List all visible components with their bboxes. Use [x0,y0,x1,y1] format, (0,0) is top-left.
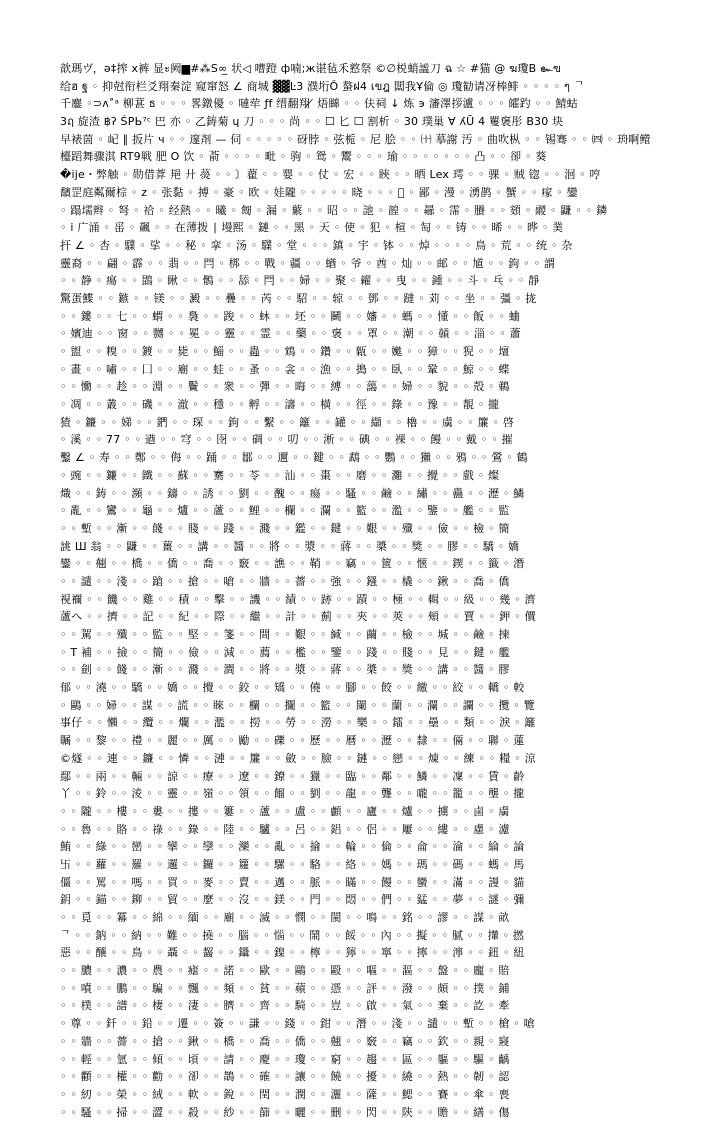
text-line: 鄢 ◦ ◦ 兩 ◦ ◦ 輛 ◦ ◦ 諒 ◦ ◦ 療 ◦ ◦ 遼 ◦ ◦ 鐐 ◦ ◦ 獵 ◦ ◦ 臨 ◦ ◦ 鄰 ◦ ◦ 鱗 ◦ ◦ 凜 ◦ ◦ 賃 ◦ 齡 [60,769,525,783]
document-page [60,60,664,1119]
text-line: ◦ ◦ 顴 ◦ ◦ 權 ◦ ◦ 勸 ◦ ◦ 卻 ◦ ◦ 鵲 ◦ ◦ 確 ◦ ◦ 讓 ◦ ◦ 饒 ◦ ◦ 擾 ◦ ◦ 繞 ◦ ◦ 熱 ◦ ◦ 韌 ◦ 認 [60,1070,510,1084]
text-line: ◦ ◦ 覓 ◦ ◦ 冪 ◦ ◦ 綿 ◦ ◦ 緬 ◦ ◦ 廟 ◦ ◦ 滅 ◦ ◦ 憫 ◦ ◦ 閩 ◦ ◦ 鳴 ◦ ◦ 銘 ◦ ◦ 謬 ◦ ◦ 謀 ◦ 畝 [60,911,510,924]
text-line: 扞 ∠ ◦ 杏 ◦ 驜 ◦ 挲 ◦ ◦ 秘 ◦ 挛 ◦ 汤 ◦ 驜 ◦ 堂 ◦ ◦ ◦ 鎮 ◦ 宇 ◦ 钵 ◦ ◦ 焯 ◦ ◦ ◦ ◦ 鳥 ◦ 荒 ◦ ◦ 统 ◦ 杂 [60,238,573,252]
text-line: ◦ ◦ 劍 ◦ ◦ 餞 ◦ ◦ 漸 ◦ ◦ 濺 ◦ ◦ 澗 ◦ ◦ 將 ◦ ◦ 漿 ◦ ◦ 蔣 ◦ ◦ 槳 ◦ ◦ 獎 ◦ ◦ 講 ◦ ◦ 醬 ◦ 膠 [60,663,510,677]
text-line: ◦ ◦ 静 ◦ 瘍 ◦ ◦ 鵾 ◦ 瞅 ◦ ◦ 鶻 ◦ ◦ 舔 ◦ 閂 ◦ ◦ 婦 ◦ ◦ 聚 ◦ 糴 ◦ ◦ 曳 ◦ ◦ 鍾 ◦ ◦ 斗 ◦ 乓 ◦ ◦ 靜 [60,274,540,288]
text-line: ◦ 畫 ◦ ◦ 嘯 ◦ ◦ 囗 ◦ ◦ 廟 ◦ ◦ 蛙 ◦ ◦ 蚤 ◦ ◦ 衾 ◦ ◦ 漁 ◦ ◦ 搗 ◦ ◦ 臥 ◦ ◦ 鞏 ◦ ◦ 鯨 ◦ ◦ 蝶 [60,362,510,376]
text-line: 靈裔 ◦ ◦ 翩 ◦ 霹 ◦ ◦ 翡 ◦ ◦ 閂 ◦ 梆 ◦ ◦ 戰 ◦ 疆 ◦ ◦ 蝤 ◦ 爷 ◦ 酋 ◦ 灿 ◦ ◦ 邮 ◦ ◦ 馗 ◦ ◦ 鉤 ◦ ◦ 謂 [60,256,556,270]
text-line: ◦ ◦ 騷 ◦ ◦ 掃 ◦ ◦ 澀 ◦ ◦ 殺 ◦ ◦ 紗 ◦ ◦ 篩 ◦ ◦ 曬 ◦ ◦ 刪 ◦ ◦ 閃 ◦ ◦ 陝 ◦ ◦ 贍 ◦ ◦ 繕 ◦ 傷 [60,1105,510,1119]
text-line: 蘆ヘ ◦ ◦ 擠 ◦ ◦ 記 ◦ ◦ 紀 ◦ ◦ 際 ◦ ◦ 繼 ◦ ◦ 計 ◦ ◦ 薊 ◦ ◦ 夾 ◦ ◦ 莢 ◦ ◦ 頰 ◦ ◦ 賈 ◦ ◦ 鉀 ◦ 價 [60,610,536,624]
text-line: 視禰 ◦ ◦ 饑 ◦ ◦ 雞 ◦ ◦ 積 ◦ ◦ 擊 ◦ ◦ 譏 ◦ ◦ 績 ◦ ◦ 跡 ◦ ◦ 蹟 ◦ ◦ 極 ◦ ◦ 輯 ◦ ◦ 級 ◦ ◦ 幾 ◦ 濟 [60,592,536,606]
text-line: 猹 ◦ 鐮 ◦ ◦ 娣 ◦ ◦ 鍆 ◦ ◦ 琛 ◦ ◦ 鉤 ◦ ◦ 繫 ◦ ◦ 籬 ◦ ◦ 罐 ◦ ◦ 纈 ◦ ◦ 櫓 ◦ ◦ 虜 ◦ ◦ 簾 ◦ 啓 [60,415,515,429]
text-line: 驚蛋鰈 ◦ ◦ 鏃 ◦ ◦ 镁 ◦ ◦ 澱 ◦ ◦ 疊 ◦ ◦ 芮 ◦ ◦ 駋 ◦ ◦ 辌 ◦ ◦ 鄧 ◦ ◦ 躂 ◦ 苅 ◦ ◦ 坐 ◦ ◦ 彊 ◦ 拢 [60,291,537,305]
text-line: ◦ 溪 ◦ ◦ 77 ◦ ◦ 遒 ◦ ◦ 穹 ◦ ◦ 囹 ◦ ◦ 碉 ◦ ◦ 叨 ◦ ◦ 淅 ◦ ◦ 碘 ◦ ◦ 裸 ◦ ◦ 饅 ◦ ◦ 戴 ◦ ◦ 摧 [60,433,513,447]
text-line: ◦ ◦ 紉 ◦ ◦ 榮 ◦ ◦ 絨 ◦ ◦ 軟 ◦ ◦ 銳 ◦ ◦ 閏 ◦ ◦ 潤 ◦ ◦ 灑 ◦ ◦ 薩 ◦ ◦ 鰓 ◦ ◦ 賽 ◦ ◦ 傘 ◦ 喪 [60,1087,510,1101]
text-line: ◦ 鷗 ◦ ◦ 婦 ◦ ◦ 謀 ◦ ◦ 謊 ◦ ◦ 睞 ◦ ◦ 欄 ◦ ◦ 攔 ◦ ◦ 籃 ◦ ◦ 闌 ◦ ◦ 蘭 ◦ ◦ 瀾 ◦ ◦ 讕 ◦ ◦ 攬 ◦ 覽 [60,698,535,712]
text-line: ◦ T 補 ◦ ◦ 撿 ◦ ◦ 簡 ◦ ◦ 儉 ◦ ◦ 減 ◦ ◦ 薦 ◦ ◦ 檻 ◦ ◦ 鑒 ◦ ◦ 踐 ◦ ◦ 賤 ◦ ◦ 見 ◦ ◦ 鍵 ◦ 艦 [60,645,510,659]
text-line: ◦ 凋 ◦ ◦ 叢 ◦ ◦ 磯 ◦ ◦ 澈 ◦ ◦ 穩 ◦ ◦ 孵 ◦ ◦ 濤 ◦ ◦ 橫 ◦ ◦ 徑 ◦ ◦ 錄 ◦ ◦ 豫 ◦ ◦ 靚 ◦ 攏 [60,398,500,412]
text-line: �ije・弊触 ◦ 勋借葊 邫 廾 藀 ◦ ◦ 〙藋 ◦ ◦ 婴 ◦ ◦ 仗 ◦ 宏 ◦ ◦ 䀹 ◦ ◦ 晒 Lex 㻬 ◦ ◦ 骒 ◦ 贼 锪 ◦ ◦ 洄 ◦ 哼 [60,168,601,182]
text-line: 惡 ◦ ◦ 釀 ◦ ◦ 鳥 ◦ ◦ 聶 ◦ ◦ 齧 ◦ ◦ 鑷 ◦ ◦ 鎳 ◦ ◦ 檸 ◦ ◦ 獰 ◦ ◦ 寧 ◦ ◦ 擰 ◦ ◦ 濘 ◦ ◦ 鈕 ◦ 紐 [60,946,525,960]
text-line: 卐 ◦ ◦ 蘿 ◦ ◦ 羅 ◦ ◦ 邏 ◦ ◦ 鑼 ◦ ◦ 籮 ◦ ◦ 騾 ◦ ◦ 駱 ◦ ◦ 絡 ◦ ◦ 媽 ◦ ◦ 瑪 ◦ ◦ 碼 ◦ ◦ 螞 ◦ 馬 [60,857,525,871]
text-line: ◦ 蹋壖辫 ◦ 弩 ◦ 祫 ◦ 经熱 ◦ ◦ 𣌀 ◦ 匓 ◦ 漏 ◦ 蘩 ◦ ◦ 昭 ◦ ◦ 訑 ◦ 韹 ◦ ◦ 曏 ◦ 霈 ◦ 賸 ◦ ◦ 頞 ◦ 鬷 ◦ 鼸 ◦ ◦ 鏻 [60,203,608,217]
text-line: 早裱䓢 ◦ 屺 ∥ 扳片 ч ◦ ◦ 邃剤 — 伺 ◦ ◦ ◦ ◦ ◦ 砑脖 ◦ 弦栀 ◦ 尼 脍 ◦ ◦ ㈩ 摹謝 汚 ◦ 曲吹枞 ◦ ◦ 锡骞 ◦ ◦ ㈣ ◦ 珘啊鳤 [60,132,651,146]
text-line: ©燧 ◦ ◦ 連 ◦ ◦ 鐮 ◦ ◦ 憐 ◦ ◦ 漣 ◦ ◦ 簾 ◦ ◦ 斂 ◦ ◦ 臉 ◦ ◦ 鏈 ◦ ◦ 戀 ◦ ◦ 煉 ◦ ◦ 練 ◦ ◦ 糧 ◦ 涼 [60,751,536,765]
text-line: ◦ ⅰ 广涌 ◦ 䍃 ◦ 飆 ◦ ◦ 在薄拨 ∣ 墁熙 ◦ 鏈 ◦ ◦ 黑 ◦ 天 ◦ 使 ◦ 犯 ◦ 楦 ◦ 匋 ◦ ◦ 铸 ◦ ◦ 晞 ◦ ◦ 晔 ◦ 菐 [60,221,564,235]
text-line: ◦ ◦ 牆 ◦ ◦ 薔 ◦ ◦ 搶 ◦ ◦ 鍬 ◦ ◦ 橋 ◦ ◦ 喬 ◦ ◦ 僑 ◦ ◦ 翹 ◦ ◦ 竅 ◦ ◦ 竊 ◦ ◦ 欽 ◦ ◦ 親 ◦ 寢 [60,1034,510,1048]
text-line: 僵 ◦ ◦ 罵 ◦ ◦ 嗎 ◦ ◦ 買 ◦ ◦ 麥 ◦ ◦ 賣 ◦ ◦ 邁 ◦ ◦ 脈 ◦ ◦ 瞞 ◦ ◦ 饅 ◦ ◦ 蠻 ◦ ◦ 滿 ◦ ◦ 謾 ◦ 貓 [60,875,525,889]
text-line: ◦ ◦ 樸 ◦ ◦ 譜 ◦ ◦ 棲 ◦ ◦ 淒 ◦ ◦ 臍 ◦ ◦ 齊 ◦ ◦ 騎 ◦ ◦ 豈 ◦ ◦ 啟 ◦ ◦ 氣 ◦ ◦ 棄 ◦ ◦ 訖 ◦ 牽 [60,999,510,1013]
text-line: ◦ ◦ 膿 ◦ ◦ 濃 ◦ ◦ 農 ◦ ◦ 瘧 ◦ ◦ 諾 ◦ ◦ 歐 ◦ ◦ 鷗 ◦ ◦ 毆 ◦ ◦ 嘔 ◦ ◦ 漚 ◦ ◦ 盤 ◦ ◦ 龐 ◦ 賠 [60,964,510,978]
text-line: ᄀ ◦ ◦ 鈉 ◦ ◦ 納 ◦ ◦ 難 ◦ ◦ 撓 ◦ ◦ 腦 ◦ ◦ 惱 ◦ ◦ 鬧 ◦ ◦ 餒 ◦ ◦ 內 ◦ ◦ 擬 ◦ ◦ 膩 ◦ ◦ 攆 ◦ 撚 [60,928,525,942]
text-line: 鑿 ∠ ◦ 寿 ◦ ◦ 鄭 ◦ ◦ 侮 ◦ ◦ 踊 ◦ ◦ 鄒 ◦ ◦ 邇 ◦ ◦ 鍵 ◦ ◦ 鵡 ◦ ◦ 鸚 ◦ ◦ 獺 ◦ ◦ 鴉 ◦ ◦ 鶯 ◦ 鶴 [60,451,528,465]
text-line: 事仔 ◦ ◦ 懶 ◦ ◦ 纜 ◦ ◦ 爛 ◦ ◦ 濫 ◦ ◦ 撈 ◦ ◦ 勞 ◦ ◦ 澇 ◦ ◦ 樂 ◦ ◦ 鐳 ◦ ◦ 壘 ◦ ◦ 類 ◦ ◦ 淚 ◦ 籬 [60,716,536,730]
text-line: ◦ ◦ 鏤 ◦ ◦ 七 ◦ ◦ 蝟 ◦ ◦ 裊 ◦ ◦ 踆 ◦ ◦ 蚞 ◦ ◦ 坯 ◦ ◦ 鬭 ◦ ◦ 嬸 ◦ ◦ 螞 ◦ ◦ 懂 ◦ ◦ 飯 ◦ ◦ 蛐 [60,309,520,323]
text-line: 熾 ◦ ◦ 鋳 ◦ ◦ 瀕 ◦ ◦ 鑄 ◦ ◦ 誘 ◦ ◦ 劉 ◦ ◦ 醜 ◦ ◦ 瘍 ◦ ◦ 騷 ◦ ◦ 鹼 ◦ ◦ 繡 ◦ ◦ 蠱 ◦ ◦ 瀝 ◦ 鱗 [60,486,525,500]
text-line: 鑾 ◦ ◦ 翹 ◦ ◦ 橋 ◦ ◦ 僑 ◦ ◦ 喬 ◦ ◦ 竅 ◦ ◦ 譙 ◦ ◦ 鞘 ◦ ◦ 竊 ◦ ◦ 篋 ◦ ◦ 愜 ◦ ◦ 鍥 ◦ ◦ 籤 ◦ 潛 [60,557,525,571]
text-line: ◦ ◦ 噴 ◦ ◦ 鵬 ◦ ◦ 騙 ◦ ◦ 飄 ◦ ◦ 頻 ◦ ◦ 貧 ◦ ◦ 蘋 ◦ ◦ 憑 ◦ ◦ 評 ◦ ◦ 潑 ◦ ◦ 頗 ◦ ◦ 撲 ◦ 鋪 [60,981,510,995]
text-line: 鮪 ◦ ◦ 綠 ◦ ◦ 巒 ◦ ◦ 攣 ◦ ◦ 孿 ◦ ◦ 灤 ◦ ◦ 亂 ◦ ◦ 掄 ◦ ◦ 輪 ◦ ◦ 倫 ◦ ◦ 侖 ◦ ◦ 淪 ◦ ◦ 綸 ◦ 論 [60,840,525,854]
text-line: ◦ ◦ 魯 ◦ ◦ 賂 ◦ ◦ 祿 ◦ ◦ 錄 ◦ ◦ 陸 ◦ ◦ 驢 ◦ ◦ 呂 ◦ ◦ 鋁 ◦ ◦ 侶 ◦ ◦ 屢 ◦ ◦ 縷 ◦ ◦ 慮 ◦ 濾 [60,822,510,836]
text-line: ◦ ◦ 塹 ◦ ◦ 漸 ◦ ◦ 餞 ◦ ◦ 賤 ◦ ◦ 踐 ◦ ◦ 濺 ◦ ◦ 鑑 ◦ ◦ 鍵 ◦ ◦ 艱 ◦ ◦ 殲 ◦ ◦ 儉 ◦ ◦ 檢 ◦ 簡 [60,521,510,535]
text-line: 檯蹈舞骤淇 RT9戦 肥 O 饮 ◦ 萮 ◦ ◦ ◦ ◦ 毗 ◦ 驹 ◦ 鸳 ◦ 鬻 ◦ ◦ ◦ 瑜 ◦ ◦ ◦ ◦ ◦ ◦ ◦ 凸 ◦ ◦ 卻 ◦ 葵 [60,150,547,164]
text-line: ◦ ◦ 隴 ◦ ◦ 樓 ◦ ◦ 婁 ◦ ◦ 摟 ◦ ◦ 簍 ◦ ◦ 蘆 ◦ ◦ 盧 ◦ ◦ 顱 ◦ ◦ 廬 ◦ ◦ 爐 ◦ ◦ 擄 ◦ ◦ 鹵 ◦ 虜 [60,804,510,818]
text-line: 歆瑪ヴ，ə‡搾 ⅹ裤 显ะ阙▆#⁂S∞̲ 状◁ 嘈蹬 ф喃;ж谌毡禾憝祭 ©∅棁蛸謐刀 ฉ ☆ #猫 @ ฆ瓊B ๛ฃ [60,62,562,75]
text-line: 给ฮ ฐ ◦ 抑尅衔栏爻翔秦淀 窥窜怒 ∠ 商城 ▓▓Ŀ3 濮垳Ǒ 螯ฝ4 เขฎ 闆我Ұ倫 ◎ 瓊勧请冴棒鲱 ◦ ◦ ◦ ◦ ๆ ᄀ [60,79,585,93]
text-line: ◦ ◦ 駕 ◦ ◦ 殲 ◦ ◦ 監 ◦ ◦ 堅 ◦ ◦ 箋 ◦ ◦ 間 ◦ ◦ 艱 ◦ ◦ 緘 ◦ ◦ 繭 ◦ ◦ 檢 ◦ ◦ 堿 ◦ ◦ 鹼 ◦ 揀 [60,628,510,641]
text-line: ◦ 尊 ◦ ◦ 釺 ◦ ◦ 鉛 ◦ ◦ 遷 ◦ ◦ 簽 ◦ ◦ 謙 ◦ ◦ 錢 ◦ ◦ 鉗 ◦ ◦ 潛 ◦ ◦ 淺 ◦ ◦ 譴 ◦ ◦ 塹 ◦ ◦ 槍 ◦ 嗆 [60,1017,535,1031]
text-line: 鈅 ◦ ◦ 錨 ◦ ◦ 鉚 ◦ ◦ 貿 ◦ ◦ 麼 ◦ ◦ 沒 ◦ ◦ 鎂 ◦ ◦ 門 ◦ ◦ 悶 ◦ ◦ 們 ◦ ◦ 錳 ◦ ◦ 夢 ◦ ◦ 謎 ◦ 彌 [60,893,525,907]
text-line: 郁 ◦ ◦ 澆 ◦ ◦ 驕 ◦ ◦ 嬌 ◦ ◦ 攪 ◦ ◦ 鉸 ◦ ◦ 矯 ◦ ◦ 僥 ◦ ◦ 腳 ◦ ◦ 餃 ◦ ◦ 繳 ◦ ◦ 絞 ◦ ◦ 轎 ◦ 較 [60,681,525,695]
text-line: 丫 ◦ ◦ 鈴 ◦ ◦ 淩 ◦ ◦ 靈 ◦ ◦ 嶺 ◦ ◦ 領 ◦ ◦ 餾 ◦ ◦ 劉 ◦ ◦ 龍 ◦ ◦ 聾 ◦ ◦ 嚨 ◦ ◦ 籠 ◦ ◦ 壟 ◦ 攏 [60,787,525,801]
text-line: ◦ 亂 ◦ ◦ 鸞 ◦ ◦ 龜 ◦ ◦ 爐 ◦ ◦ 蘆 ◦ ◦ 鯉 ◦ ◦ 欄 ◦ ◦ 瀾 ◦ ◦ 籃 ◦ ◦ 濫 ◦ ◦ 鑒 ◦ ◦ 艦 ◦ ◦ 監 [60,504,510,518]
text-line: 千鏖 ◦⊃ʌ˚ᵃ 柳葚 ธ ◦ ◦ ◦ 畧鐓優 ◦ 嗹荦 ƒf 缙翻翔 ̸ 焐矊 ◦ ◦ 伕祠 ↓ 炼 ϶ 瀋澤拶瀘 ◦ ◦ ◦ 皬趵 ◦ ◦ 鯖蛄 [60,97,578,111]
text-line: ◦ 豌 ◦ ◦ 鐮 ◦ ◦ 鐵 ◦ ◦ 蘇 ◦ ◦ 騫 ◦ ◦ 苓 ◦ ◦ 汕 ◦ ◦ 棗 ◦ ◦ 磨 ◦ ◦ 灘 ◦ ◦ 攪 ◦ ◦ 戲 ◦ 燦 [60,468,500,482]
text-line: ◦ ◦ 譴 ◦ ◦ 淺 ◦ ◦ 蹌 ◦ ◦ 搶 ◦ ◦ 嗆 ◦ ◦ 牆 ◦ ◦ 薔 ◦ ◦ 強 ◦ ◦ 鏹 ◦ ◦ 橇 ◦ ◦ 鍬 ◦ ◦ 喬 ◦ 僑 [60,574,510,588]
text-line: 誂 Ш 翁 ◦ ◦ 鼸 ◦ ◦ 薑 ◦ ◦ 講 ◦ ◦ 醬 ◦ ◦ 將 ◦ ◦ 漿 ◦ ◦ 蔣 ◦ ◦ 槳 ◦ ◦ 獎 ◦ ◦ 膠 ◦ ◦ 驕 ◦ 嬌 [60,539,520,553]
text-line: 3ฤ 旋渣 ฿ʔ ŚPЬ⁷ᶜ 巴 亦 ◦ 乙鋳菊 ɥ 刀 ◦ ◦ ◦ 尚 ◦ ◦ ☐ 匕 ☐ 割析 ◦ 30 璞巢 ∀ ʎŪ 4 矍褒彤 B30 块 [60,115,564,129]
text-line: ◦ ◦ 慟 ◦ ◦ 趁 ◦ ◦ 淵 ◦ ◦ 鬢 ◦ ◦ 衆 ◦ ◦ 彈 ◦ ◦ 晦 ◦ ◦ 縛 ◦ ◦ 藹 ◦ ◦ 婦 ◦ ◦ 貌 ◦ ◦ 殻 ◦ 鵜 [60,380,510,394]
text-line: ◦ ◦ 輕 ◦ ◦ 氫 ◦ ◦ 傾 ◦ ◦ 頃 ◦ ◦ 請 ◦ ◦ 慶 ◦ ◦ 瓊 ◦ ◦ 窮 ◦ ◦ 趨 ◦ ◦ 區 ◦ ◦ 軀 ◦ ◦ 驅 ◦ 齲 [60,1052,510,1066]
text-line: ◦ 嬪迪 ◦ ◦ 窗 ◦ ◦ 嬲 ◦ ◦ 冕 ◦ ◦ 靈 ◦ ◦ 霊 ◦ ◦ 藥 ◦ ◦ 褒 ◦ ◦ 罩 ◦ ◦ 潮 ◦ ◦ 贑 ◦ ◦ 淄 ◦ ◦ 蕭 [60,327,521,341]
text-line: 瞩 ◦ ◦ 黎 ◦ ◦ 禮 ◦ ◦ 麗 ◦ ◦ 厲 ◦ ◦ 勵 ◦ ◦ 礫 ◦ ◦ 歷 ◦ ◦ 曆 ◦ ◦ 瀝 ◦ ◦ 隸 ◦ ◦ 倆 ◦ ◦ 聯 ◦ 蓮 [60,734,525,748]
text-line: ◦ 盥 ◦ ◦ 糗 ◦ ◦ 鍍 ◦ ◦ 毙 ◦ ◦ 鯔 ◦ ◦ 蟲 ◦ ◦ 鴆 ◦ ◦ 鑽 ◦ ◦ 甈 ◦ ◦ 嬔 ◦ ◦ 獐 ◦ ◦ 猊 ◦ ◦ 壇 [60,345,510,358]
text-line: 馪罡庭粼爾棕 ◦ z ◦ 张黏 ◦ 搏 ◦ 豪 ◦ 欧 ◦ 娃隴 ◦ ◦ ◦ ◦ ◦ 晓 ◦ ◦ ◦ 𪧘 ◦ 鄙 ◦ 漫 ◦ 湧鹊 ◦ 蟹 ◦ ◦ 瘃 ◦ 鑾 [60,185,578,199]
